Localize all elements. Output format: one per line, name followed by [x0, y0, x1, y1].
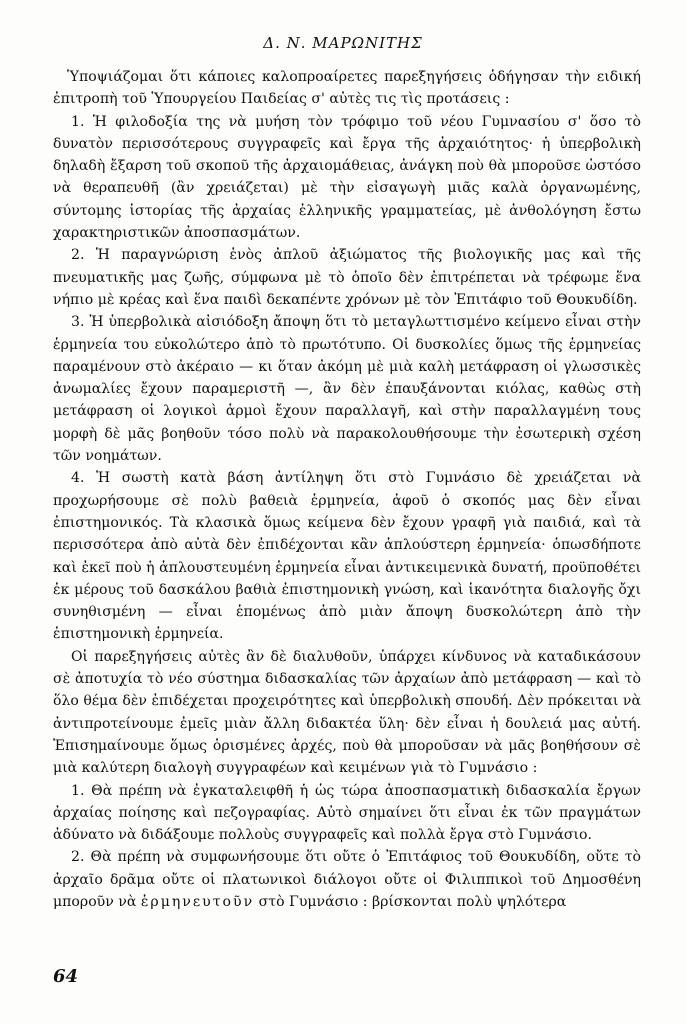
page-number: 64: [53, 966, 79, 987]
paragraph-intro: Ὑποψιάζομαι ὅτι κάποιες καλοπροαίρετες παρεξηγήσεις ὁδήγησαν τὴν ειδική ἐπιτροπὴ τοῦ Ὑπουργείου Παιδείας σ' αὐτὲς τις τὶς προτάσεις :: [53, 69, 641, 108]
principle-2-spaced-word: ἑρμηνευτοῦν: [140, 893, 255, 910]
paragraph-point-1: 1. Ἡ φιλοδοξία της νὰ μυήση τὸν τρόφιμο τοῦ νέου Γυμνασίου σ' ὅσο τὸ δυνατὸν περισσότερους συγγραφεῖς καὶ ἔργα τῆς ἀρχαιότητος· ἡ ὑπερβολικὴ δηλαδὴ ἔξαρση τοῦ σκοποῦ τῆς ἀρχαιομάθειας, ἀνάγκη ποὺ θὰ μποροῦσε ὡστόσο νὰ θεραπευθῆ (ἂν χρειάζεται) μὲ τὴν εἰσαγωγὴ μιᾶς καλὰ ὀργανωμένης, σύντομης ἱστορίας τῆς ἀρχαίας ἑλληνικῆς γραμματείας, μὲ ἀνθολόγηση ἔστω χαρακτηριστικῶν ἀποσπασμάτων.: [53, 113, 641, 242]
paragraph-principle-1: 1. Θὰ πρέπη νὰ ἐγκαταλειφθῆ ἡ ὡς τώρα ἀποσπασματικὴ διδασκαλία ἔργων ἀρχαίας ποίησης καὶ πεζογραφίας. Αὐτὸ σημαίνει ὅτι εἶναι ἐκ τῶν πραγμάτων ἀδύνατο νὰ διδάξουμε πολλοὺς συγγραφεῖς καὶ πολλὰ ἔργα στὸ Γυμνάσιο.: [53, 782, 641, 844]
principle-2-text-end: στὸ Γυμνάσιο : βρίσκονται πολὺ ψηλότερα: [254, 893, 567, 910]
principle-2-text-start: 2. Θὰ πρέπη νὰ συμφωνήσουμε ὅτι οὔτε ὁ Ἐπιτάφιος τοῦ Θουκυδίδη, οὔτε τὸ ἀρχαῖο δρᾶμα οὔτε οἱ πλατωνικοὶ διάλογοι οὔτε οἱ Φιλιππικοὶ τοῦ Δημοσθένη μποροῦν νὰ: [53, 849, 641, 910]
paragraph-principle-2: [53, 846, 641, 913]
paragraph-point-4: 4. Ἡ σωστὴ κατὰ βάση ἀντίληψη ὅτι στὸ Γυμνάσιο δὲ χρειάζεται νὰ προχωρήσουμε σὲ πολὺ βαθειὰ ἑρμηνεία, ἀφοῦ ὁ σκοπός μας δὲν εἶναι ἐπιστημονικός. Τὰ κλασικὰ ὅμως κείμενα δὲν ἔχουν γραφῆ γιὰ παιδιά, καὶ τὰ περισσότερα ἀπὸ αὐτὰ δὲν ἐπιδέχονται κἂν ἁπλούστερη ἑρμηνεία· ὁπωσδήποτε καὶ ἐκεῖ ποὺ ἡ ἁπλουστευμένη ἑρμηνεία εἶναι ἀντικειμενικὰ δυνατή, προϋποθέτει ἐκ μέρους τοῦ δασκάλου βαθιὰ ἐπιστημονικὴ γνώση, καὶ ἱκανότητα διαλογῆς ὄχι συνηθισμένη — εἶναι ἑπομένως ἀπὸ μιὰν ἄποψη δυσκολώτερη ἀπὸ τὴν ἐπιστημονικὴ ἑρμηνεία.: [53, 470, 641, 643]
body-text: [53, 66, 641, 913]
running-header: Δ. Ν. ΜΑΡΩΝΙΤΗΣ: [263, 34, 423, 52]
paragraph-point-3: 3. Ἡ ὑπερβολικὰ αἰσιόδοξη ἄποψη ὅτι τὸ μεταγλωττισμένο κείμενο εἶναι στὴν ἑρμηνεία του εὐκολώτερο ἀπὸ τὸ πρωτότυπο. Οἱ δυσκολίες ὅμως τῆς ἑρμηνείας παραμένουν στὸ ἀκέραιο — κι ὅταν ἀκόμη μὲ μιὰ καλὴ μετάφραση οἱ γλωσσικὲς ἀνωμαλίες ἔχουν παραμεριστῆ —, ἂν δὲν ἐπαυξάνονται κιόλας, καθὼς στὴ μετάφραση οἱ λογικοὶ ἁρμοὶ ἔχουν παραλλαγῆ, καὶ στὴν παραλλαγμένη τους μορφὴ δὲ μᾶς βοηθοῦν τόσο πολὺ νὰ παρακολουθήσουμε τὴν ἐσωτερικὴ σχέση τῶν νοημάτων.: [53, 314, 641, 465]
paragraph-conclusion: Οἱ παρεξηγήσεις αὐτὲς ἂν δὲ διαλυθοῦν, ὑπάρχει κίνδυνος νὰ καταδικάσουν σὲ ἀποτυχία τὸ νέο σύστημα διδασκαλίας τῶν ἀρχαίων ἀπὸ μετάφραση — καὶ τὸ ὅλο θέμα δὲν ἐπιδέχεται προχειρότητες καὶ ὑπερβολικὴ σπουδή. Δὲν πρόκειται νὰ ἀντιπροτείνουμε ἐμεῖς μιὰν ἄλλη διδακτέα ὕλη· δὲν εἶναι ἡ δουλειά μας αὐτή. Ἐπισημαίνουμε ὅμως ὁρισμένες ἀρχές, ποὺ θὰ μποροῦσαν νὰ μᾶς βοηθήσουν σὲ μιὰ καλύτερη διαλογὴ συγγραφέων καὶ κειμένων γιὰ τὸ Γυμνάσιο :: [53, 648, 641, 777]
paragraph-point-2: 2. Ἡ παραγνώριση ἑνὸς ἀπλοῦ ἀξιώματος τῆς βιολογικῆς μας καὶ τῆς πνευματικῆς μας ζωῆς, σύμφωνα μὲ τὸ ὁποῖο δὲν ἐπιτρέπεται νὰ τρέφωμε ἕνα νήπιο μὲ κρέας καὶ ἕνα παιδὶ δεκαπέντε χρόνων μὲ τὸν Ἐπιτάφιο τοῦ Θουκυδίδη.: [53, 247, 641, 308]
